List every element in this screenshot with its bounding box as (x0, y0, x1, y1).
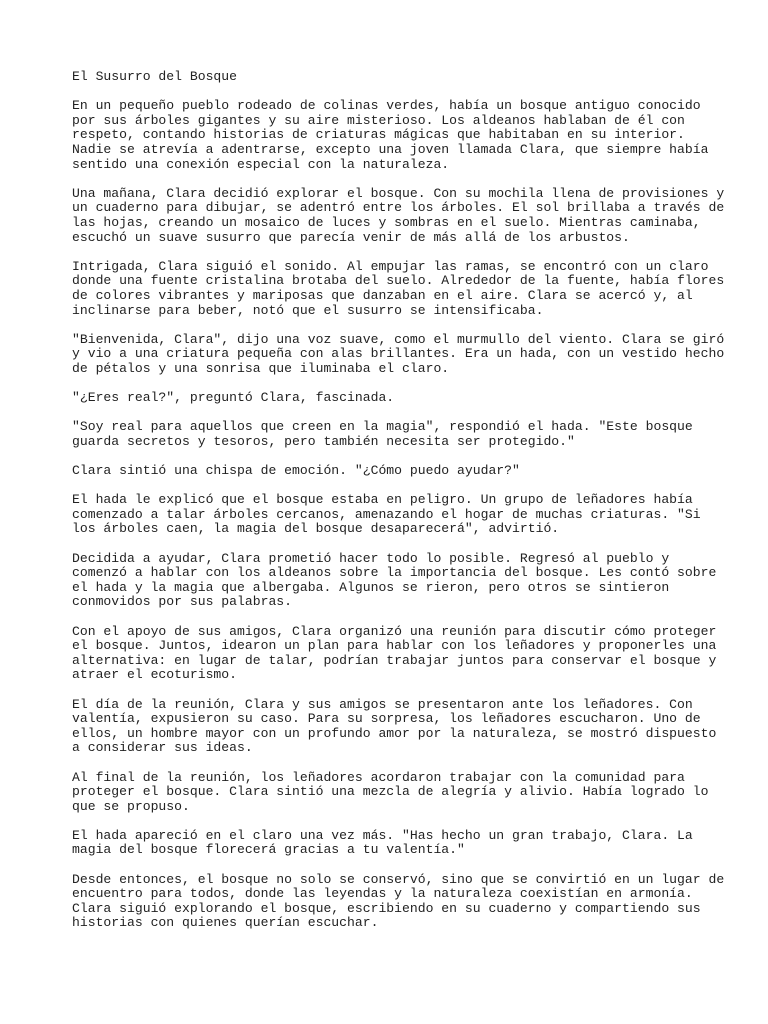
text-line: Al final de la reunión, los leñadores acordaron trabajar con la comunidad para (72, 769, 685, 785)
text-line: magia del bosque florecerá gracias a tu valentía." (72, 842, 465, 858)
text-line: Intrigada, Clara siguió el sonido. Al empujar las ramas, se encontró con un claro (72, 258, 709, 274)
text-line: Clara siguió explorando el bosque, escribiendo en su cuaderno y compartiendo sus (72, 900, 701, 916)
text-line: comenzado a talar árboles cercanos, amenazando el hogar de muchas criaturas. "Si (72, 506, 701, 522)
text-line: guarda secretos y tesoros, pero también necesita ser protegido." (72, 433, 575, 449)
text-line: encuentro para todos, donde las leyendas y la naturaleza coexistían en armonía. (72, 886, 693, 902)
text-line: El día de la reunión, Clara y sus amigos se presentaron ante los leñadores. Con (72, 696, 693, 712)
text-line: "¿Eres real?", preguntó Clara, fascinada. (72, 390, 395, 406)
paragraph (72, 871, 725, 931)
text-line: sentido una conexión especial con la naturaleza. (72, 156, 450, 172)
text-line: atraer el ecoturismo. (72, 667, 238, 683)
text-line: por sus árboles gigantes y su aire misterioso. Los aldeanos hablaban de él con (72, 112, 685, 128)
text-line: a considerar sus ideas. (72, 740, 253, 756)
text-line: escuchó un suave susurro que parecía venir de más allá de los arbustos. (72, 229, 630, 245)
text-line: Desde entonces, el bosque no solo se conservó, sino que se convirtió en un lugar de (72, 871, 725, 887)
text-line: de pétalos y una sonrisa que iluminaba el claro. (72, 360, 450, 376)
text-line: las hojas, creando un mosaico de luces y sombras en el suelo. Mientras caminaba, (72, 214, 701, 230)
text-line: ellos, un hombre mayor con un profundo amor por la naturaleza, se mostró dispuesto (72, 725, 717, 741)
text-line: que se propuso. (72, 798, 190, 814)
document-body (72, 98, 725, 931)
text-line: inclinarse para beber, notó que el susurro se intensificaba. (72, 302, 544, 318)
paragraph (72, 98, 709, 172)
paragraph (72, 623, 717, 683)
text-line: un cuaderno para dibujar, se adentró entre los árboles. El sol brillaba a través de (72, 200, 725, 216)
paragraph (72, 696, 717, 756)
text-line: y vio a una criatura pequeña con alas brillantes. Era un hada, con un vestido hecho (72, 346, 725, 362)
text-line: proteger el bosque. Clara sintió una mezcla de alegría y alivio. Había logrado lo (72, 784, 709, 800)
text-line: Clara sintió una chispa de emoción. "¿Cómo puedo ayudar?" (72, 463, 520, 479)
paragraph (72, 829, 702, 858)
paragraph (72, 464, 702, 479)
document-title: El Susurro del Bosque (72, 69, 238, 84)
text-line: el bosque. Juntos, idearon un plan para hablar con los leñadores y proponerles una (72, 638, 717, 654)
text-line: alternativa: en lugar de talar, podrían trabajar juntos para conservar el bosque y (72, 652, 717, 668)
text-line: El hada apareció en el claro una vez más. "Has hecho un gran trabajo, Clara. La (72, 827, 693, 843)
paragraph (72, 493, 702, 537)
paragraph (72, 391, 702, 406)
paragraph (72, 258, 725, 318)
text-line: Decidida a ayudar, Clara prometió hacer todo lo posible. Regresó al pueblo y (72, 550, 670, 566)
paragraph (72, 185, 725, 245)
paragraph (72, 331, 725, 377)
text-line: En un pequeño pueblo rodeado de colinas verdes, había un bosque antiguo conocido (72, 98, 701, 114)
text-line: Nadie se atrevía a adentrarse, excepto una joven llamada Clara, que siempre había (72, 141, 709, 157)
text-line: El hada le explicó que el bosque estaba en peligro. Un grupo de leñadores había (72, 492, 693, 508)
text-line: comenzó a hablar con los aldeanos sobre la importancia del bosque. Les contó sobre (72, 565, 717, 581)
text-line: donde una fuente cristalina brotaba del suelo. Alrededor de la fuente, había flores (72, 273, 725, 289)
text-line: Con el apoyo de sus amigos, Clara organizó una reunión para discutir cómo proteger (72, 623, 717, 639)
text-line: "Bienvenida, Clara", dijo una voz suave, como el murmullo del viento. Clara se giró (72, 331, 725, 347)
text-line: de colores vibrantes y mariposas que danzaban en el aire. Clara se acercó y, al (72, 287, 693, 303)
paragraph (72, 550, 717, 610)
text-line: respeto, contando historias de criaturas mágicas que habitaban en su interior. (72, 127, 685, 143)
paragraph (72, 769, 709, 815)
text-line: "Soy real para aquellos que creen en la magia", respondió el hada. "Este bosque (72, 419, 693, 435)
text-line: valentía, expusieron su caso. Para su sorpresa, los leñadores escucharon. Uno de (72, 711, 701, 727)
document-page (72, 69, 725, 946)
text-line: conmovidos por sus palabras. (72, 594, 293, 610)
paragraph (72, 420, 702, 449)
text-line: los árboles caen, la magia del bosque desaparecerá", advirtió. (72, 521, 560, 537)
text-line: el hada y la magia que albergaba. Algunos se rieron, pero otros se sintieron (72, 579, 670, 595)
text-line: Una mañana, Clara decidió explorar el bosque. Con su mochila llena de provisiones y (72, 185, 725, 201)
text-line: historias con quienes querían escuchar. (72, 915, 379, 931)
